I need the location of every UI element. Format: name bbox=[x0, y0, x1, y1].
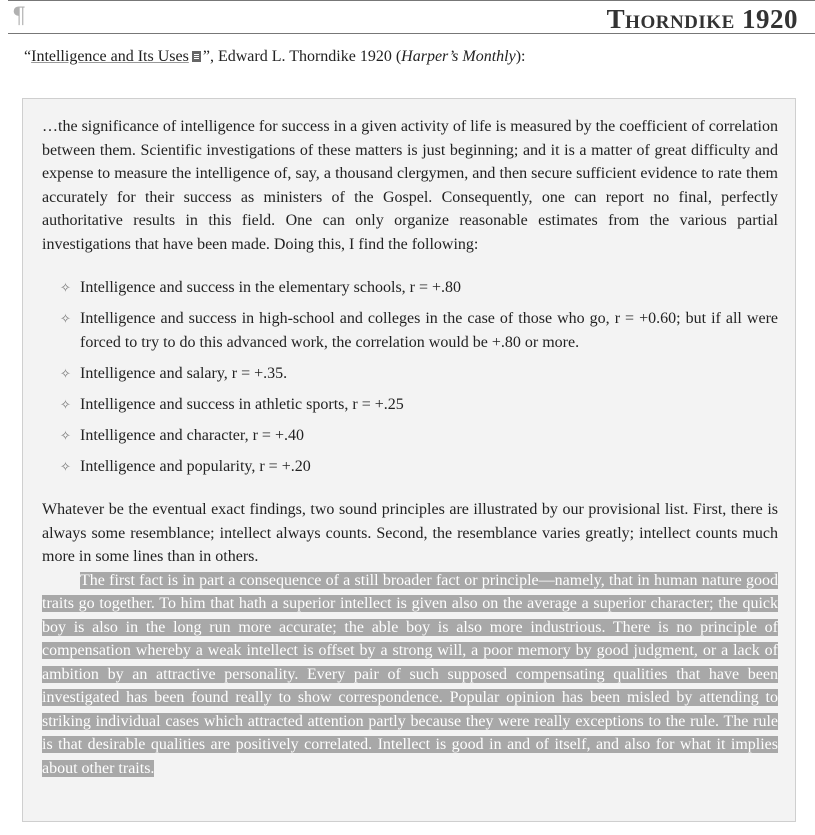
bullet-icon: ✧ bbox=[60, 427, 71, 443]
pilcrow-icon[interactable]: ¶ bbox=[12, 4, 26, 29]
bullet-icon: ✧ bbox=[60, 365, 71, 381]
quote-conclusion-paragraph: Whatever be the eventual exact findings, two sound principles are illustrated by our provisional list. First, there is always some resemblance; intellect always counts. Second, the resemblance varies greatly; intellect counts much more in some lines than in others. bbox=[42, 501, 778, 565]
list-item-text: Intelligence and popularity, r = +.20 bbox=[80, 457, 311, 475]
list-item bbox=[60, 393, 778, 417]
author-year: , Edward L. Thorndike 1920 ( bbox=[209, 48, 402, 65]
citation-suffix: ): bbox=[515, 48, 526, 65]
pdf-document-icon[interactable] bbox=[192, 51, 201, 62]
bullet-icon: ✧ bbox=[60, 458, 71, 474]
blockquote bbox=[22, 98, 796, 822]
citation-line bbox=[24, 48, 525, 66]
bullet-icon: ✧ bbox=[60, 311, 71, 326]
list-item-text: Intelligence and success in the elementary schools, r = +.80 bbox=[80, 279, 462, 296]
close-quote: ” bbox=[202, 48, 210, 65]
bullet-icon: ✧ bbox=[60, 280, 71, 295]
list-item bbox=[60, 307, 778, 354]
section-header bbox=[8, 0, 815, 34]
venue-name: Harper’s Monthly bbox=[401, 48, 516, 65]
text-selection[interactable]: The first fact is in part a consequence of a still broader fact or principle—namely, that in human nature good traits go together. To him that hath a superior intellect is given also on the average a superior character; the quick boy is also in the long run more accurate; the able boy is also more industrious. There is no principle of compensation whereby a weak intellect is offset by a strong will, a poor memory by good judgment, or a lack of ambition by an attractive personality. Every pair of such supposed compensating qualities that have been investigated has been found really to show correspondence. Popular opinion has been misled by attending to striking individual cases which attracted attention partly because they were really exceptions to the rule. The rule is that desirable qualities are positively correlated. Intellect is good in and of itself, and also for what it implies about other traits. bbox=[42, 571, 778, 777]
list-item bbox=[60, 424, 778, 448]
list-item-text: Intelligence and salary, r = +.35. bbox=[80, 364, 288, 382]
list-item-text: Intelligence and success in athletic sports, r = +.25 bbox=[80, 395, 404, 413]
list-item bbox=[60, 276, 778, 300]
list-item bbox=[60, 455, 778, 479]
findings-list bbox=[42, 276, 778, 478]
list-item bbox=[60, 362, 778, 386]
list-item-text: Intelligence and success in high-school and colleges in the case of those who go, r = +0.60; but if all were forced to try to do this advanced work, the correlation would be +.80 or more. bbox=[80, 310, 778, 351]
blockquote-content bbox=[42, 115, 778, 780]
section-title: Thorndike 1920 bbox=[606, 4, 798, 34]
source-link[interactable]: Intelligence and Its Uses bbox=[31, 48, 189, 65]
highlighted-paragraph[interactable] bbox=[42, 569, 778, 781]
quote-intro-paragraph: …the significance of intelligence for success in a given activity of life is measured by the coefficient of correlation between them. Scientific investigations of these matters is just beginning; and it is a matter of great difficulty and expense to measure the intelligence of, say, a thousand clergymen, and then secure sufficient evidence to rate them accurately for their success as ministers of the Gospel. Consequently, one can report no final, perfectly authoritative results in this field. One can only organize reasonable estimates from the various partial investigations that have been made. Doing this, I find the following: bbox=[42, 118, 778, 253]
list-item-text: Intelligence and character, r = +.40 bbox=[80, 426, 304, 444]
bullet-icon: ✧ bbox=[60, 396, 71, 412]
open-quote: “ bbox=[24, 48, 32, 65]
